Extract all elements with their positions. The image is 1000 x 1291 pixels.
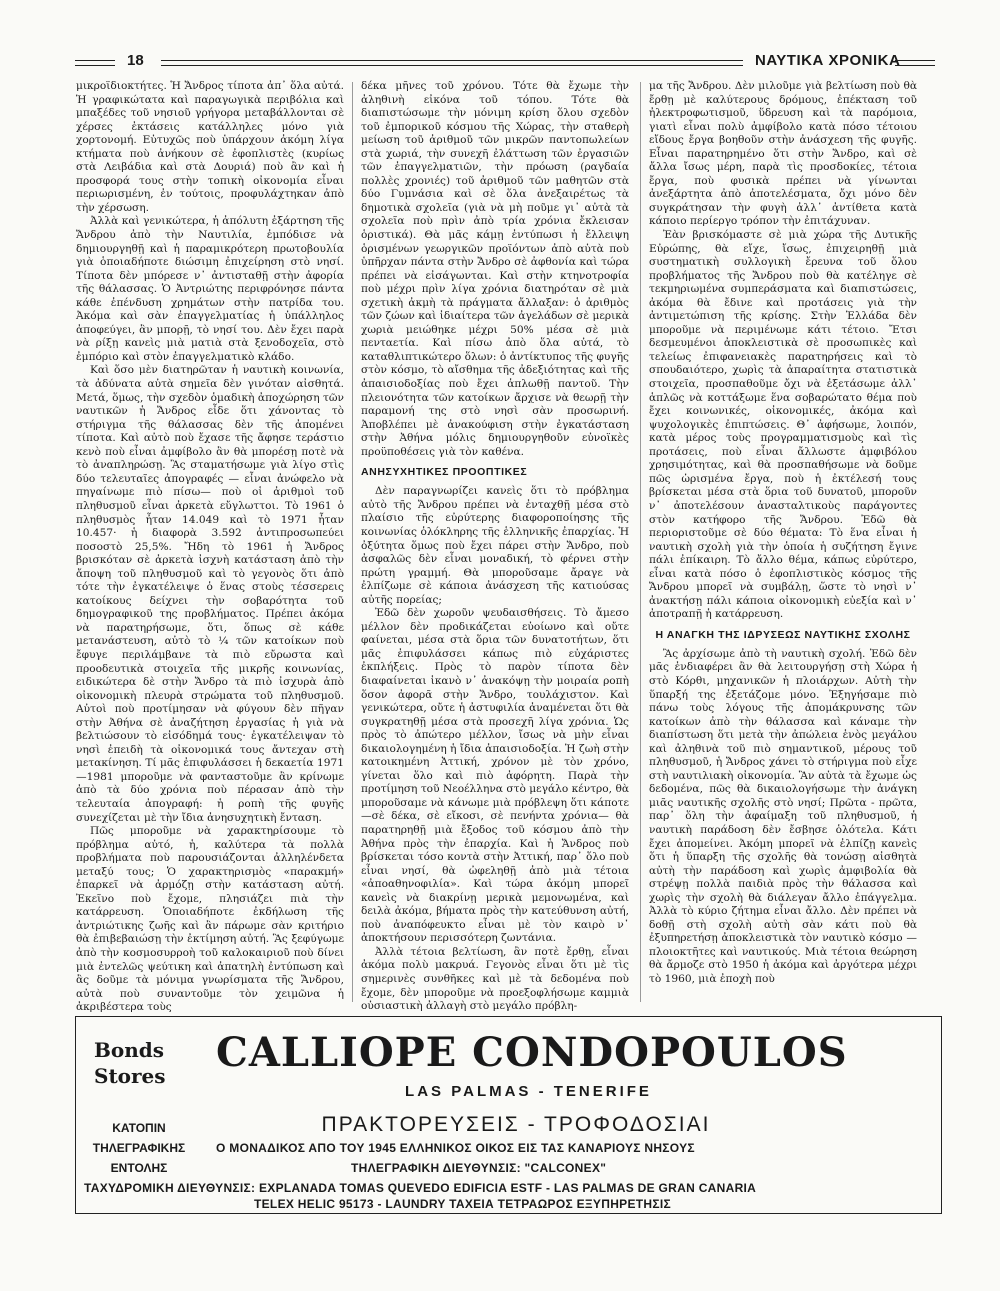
ad-line-telegraphic-address: ΤΗΛΕΓΡΑΦΙΚΗ ΔΙΕΥΘΥΝΣΙΣ: "CALCONEX" (351, 1161, 607, 1175)
paragraph: δέκα μῆνες τοῦ χρόνου. Τότε θὰ ἔχωμε τὴν ἀληθινὴ εἰκόνα τοῦ τόπου. Τότε θὰ διαπιστώσωμε τὴν μόνιμη κρίση ὅλου σχεδὸν τοῦ ἐμπορικοῦ κόσμου τῆς Χώρας, τὴν σταθερὴ μείωση τοῦ ἀριθμοῦ τῶν μικρῶν παντοπωλείων στὰ χωριά, τὴν συνεχῆ ἐλάττωση τῶν ἐργασιῶν τῶν ἐπαγγελματιῶν, τὴν πρόωση (ραγδαία πολλὲς χρονιές) τοῦ ἀριθμοῦ τῶν μαθητῶν στὰ δύο Γυμνάσια καὶ σὲ ὅλα ἀνεξαιρέτως τὰ δημοτικὰ σχολεῖα (γιὰ νὰ μὴ ποῦμε γι᾿ αὐτὰ τὰ σχολεῖα ποὺ πρὶν ἀπὸ τρία χρόνια ἔκλεισαν ὁριστικά). Θὰ μᾶς κάμῃ ἐντύπωσι ἡ ἔλλειψη ὁρισμένων γεωργικῶν προϊόντων ἀπὸ αὐτὰ ποὺ ὑπῆρχαν πάντα στὴν Ἄνδρο σὲ ἀφθονία καὶ τώρα πρέπει νὰ εἰσάγωνται. Καὶ στὴν κτηνοτροφία ποὺ μέχρι πρὶν λίγα χρόνια διατηρόταν σὲ μιὰ σχετικὴ ἀκμὴ τὰ πράγματα ἄλλαξαν: ὁ ἀριθμὸς τῶν ζώων καὶ ἰδιαίτερα τῶν ἀγελάδων σὲ μερικὰ χωριὰ μειώθηκε μέχρι 50% μέσα σὲ μιὰ πενταετία. Καὶ πίσω ἀπὸ ὅλα αὐτά, τὸ καταθλιπτικώτερο ὅλων: ὁ ἀντίκτυπος τῆς φυγῆς στὸν κόσμο, τὸ αἴσθημα τῆς ἀδεξιότητας καὶ τῆς ἀπαισιοδοξίας ποὺ ἔχει ἁπλωθῇ παντοῦ. Τὴν πλειονότητα τῶν κατοίκων ἄρχισε νὰ θεωρῇ τὴν παραμονή της στὸ νησὶ σὰν προσωρινή. Ἀποβλέπει μὲ ἀνακούφιση στὴν ἐγκατάσταση στὴν Ἀθήνα μόλις δημιουργηθοῦν εὐνοϊκὲς προϋποθέσεις γιὰ τὸν καθένα. (361, 80, 629, 458)
ad-line-telex: TELEX HELIC 95173 - LAUNDRY ΤΑΧΕΙΑ ΤΕΤΡΑΩΡΟΣ ΕΞΥΠΗΡΕΤΗΣΙΣ (254, 1197, 671, 1211)
paragraph: Ἀλλὰ καὶ γενικώτερα, ἡ ἀπόλυτη ἐξάρτηση τῆς Ἄνδρου ἀπὸ τὴν Ναυτιλία, ἐμπόδισε νὰ δημιουργηθῇ καὶ ἡ παραμικρότερη πρωτοβουλία γιὰ ὁποιαδήποτε διώσιμη ἐπιχείρηση στὸ νησί. Τίποτα δὲν μπόρεσε ν᾿ ἀντισταθῇ στὴν ἀφορία τῆς θάλασσας. Ὁ Ἀντριώτης περιφρόνησε πάντα κάθε ἐπένδυση χρημάτων στὴν πατρίδα του. Ἀκόμα καὶ σὰν ἐπαγγελματίας ἡ ὑπάλληλος ἀποφεύγει, ἂν μπορῇ, τὸ νησί του. Δὲν ἔχει παρὰ νὰ ρίξῃ κανεὶς μιὰ ματιὰ στὰ ξενοδοχεῖα, στὸ ἐμπόριο καὶ στὸν ἐπαγγελματικὸ κλάδο. (76, 215, 344, 363)
paragraph: Ἀλλὰ τέτοια βελτίωση, ἂν ποτὲ ἔρθῃ, εἶναι ἀκόμα πολὺ μακρυά. Γεγονὸς εἶναι ὅτι μὲ τὶς σημερινὲς συνθῆκες καὶ μὲ τὰ δεδομένα ποὺ ἔχομε, δὲν μποροῦμε νὰ προεξοφλήσωμε καμμιὰ οὐσιαστικὴ ἀλλαγὴ στὸ μεγάλο πρόβλη- (361, 945, 629, 1013)
article-column-3 (649, 80, 917, 987)
paragraph: μικροϊδιοκτήτες. Ἡ Ἄνδρος τίποτα ἀπ᾿ ὅλα αὐτά. Ἡ γραφικώτατα καὶ παραγωγικὰ περιβόλια καὶ μπαξέδες τοῦ νησιοῦ γρήγορα μεταβάλλονται σὲ χέρσες ἐκτάσεις κατάλληλες μόνο γιὰ χορτονομή. Εὐτυχῶς ποὺ ὑπάρχουν ἀκόμη λίγα κτήματα ποὺ ἀνήκουν σὲ ἐφοπλιστὲς (κυρίως στὰ Λειβάδια καὶ στὰ Δουριά) ποὺ ἂν καὶ ἡ προσφορά τους στὴν τοπικὴ οἰκονομία εἶναι περιωρισμένη, ἐν τούτοις, προφυλάχτηκαν ἀπὸ τὴν χέρσωση. (76, 80, 344, 214)
column-divider (352, 82, 353, 1002)
ad-label-katopin: ΚΑΤΟΠΙΝ (112, 1121, 166, 1135)
ad-line-unique-house: Ο ΜΟΝΑΔΙΚΟΣ ΑΠΟ ΤΟΥ 1945 ΕΛΛΗΝΙΚΟΣ ΟΙΚΟΣ ΕΙΣ ΤΑΣ ΚΑΝΑΡΙΟΥΣ ΝΗΣΟΥΣ (216, 1141, 695, 1155)
ad-location: LAS PALMAS - TENERIFE (405, 1083, 652, 1100)
paragraph: Καὶ ὅσο μὲν διατηρῶταν ἡ ναυτικὴ κοινωνία, τὰ ἀδύνατα αὐτὰ σημεῖα δὲν γινόταν αἰσθητά. Μετά, ὅμως, τὴν σχεδὸν ὁμαδικὴ ἀποχώρηση τῶν ναυτικῶν ἡ Ἄνδρος εἶδε ὅτι χάνοντας τὸ στήριγμα τῆς θάλασσας δὲν τῆς ἀπομένει τίποτα. Καὶ αὐτὸ ποὺ ἔχασε τῆς ἄφησε τεράστιο κενὸ ποὺ εἶναι ἀμφίβολο ἂν θὰ μπορέσῃ ποτὲ νὰ τὸ ἀναπληρώσῃ. Ἂς σταματήσωμε γιὰ λίγο στὶς δύο τελευταῖες ἀπογραφές — εἶναι ἀνώφελο νὰ πηγαίνωμε πιὸ πίσω— ποὺ οἱ ἀριθμοὶ τοῦ πληθυσμοῦ εἶναι ἀρκετὰ εὔγλωττοι. Τὸ 1961 ὁ πληθυσμὸς ἦταν 14.049 καὶ τὸ 1971 ἦταν 10.457· ἡ διαφορὰ 3.592 ἀντιπροσωπεύει ποσοστὸ 25,5%. Ἤδη τὸ 1961 ἡ Ἄνδρος βρισκόταν σὲ ἀρκετὰ ἰσχνὴ κατάσταση ἀπὸ τὴν ἄποψη τοῦ πληθυσμοῦ καὶ τὸ γεγονὸς ὅτι ἀπὸ τότε τὴν ἐγκατέλειψε ὁ ἕνας στοὺς τέσσερεις κατοίκους δείχνει τὴν σοβαρότητα τοῦ δημογραφικοῦ της προβλήματος. Πρέπει ἀκόμα νὰ παρατηρήσωμε, ὅτι, ὅπως σὲ κάθε μετανάστευση, αὐτὸ τὸ ¼ τῶν κατοίκων ποὺ ἔφυγε περιλάμβανε τὰ πιὸ εὔρωστα καὶ προοδευτικὰ στοιχεῖα τῆς μικρῆς κοινωνίας, ειδικώτερα δὲ στὴν Ἄνδρο τὰ πιὸ ἰσχυρὰ ἀπὸ οἰκονομικὴ πλευρὰ στρώματα τοῦ πληθυσμοῦ. Αὐτοὶ ποὺ προτίμησαν νὰ φύγουν δὲν πῆγαν στὴν Ἀθήνα σὲ ἀναζήτηση ἐργασίας ἡ γιὰ νὰ βελτιώσουν τὸ εἰσόδημά τους· ἐγκατέλειψαν τὸ νησὶ ἐπειδὴ τὰ οἰκονομικά τους ἄντεχαν στὴ μετακίνηση. Τί μᾶς ἐπιφυλάσσει ἡ δεκαετία 1971—1981 μποροῦμε νὰ φανταστοῦμε ἂν κρίνωμε ἀπὸ τὰ δύο χρόνια ποὺ πέρασαν ἀπὸ τὴν τελευταία ἀπογραφή: ἡ ροπὴ τῆς φυγῆς συνεχίζεται μὲ τὴν ἴδια ἀνησυχητικὴ ἔνταση. (76, 364, 344, 824)
paragraph: Δὲν παραγνωρίζει κανεὶς ὅτι τὸ πρόβλημα αὐτὸ τῆς Ἄνδρου πρέπει νὰ ἐνταχθῇ μέσα στὸ πλαίσιο τῆς εὐρύτερης διαφοροποίησης τῆς κοινωνίας ὁλόκληρης τῆς ἑλληνικῆς ἐπαρχίας. Ἡ ὀξύτητα ὅμως ποὺ ἔχει πάρει στὴν Ἄνδρο, ποὺ ἀσφαλῶς δὲν εἶναι μοναδική, τὸ φέρνει στὴν πρώτη γραμμή. Θὰ μποροῦσαμε ἄραγε νὰ ἐλπίζωμε σὲ κάποια ἀνάσχεση τῆς κατιούσας αὐτῆς πορείας; (361, 485, 629, 606)
section-heading: ΑΝΗΣΥΧΗΤΙΚΕΣ ΠΡΟΟΠΤΙΚΕΣ (361, 466, 528, 479)
page-number: 18 (127, 52, 144, 69)
advertisement-box (75, 1016, 942, 1214)
ad-label-entolis: ΕΝΤΟΛΗΣ (110, 1161, 168, 1175)
ad-bonds: Bonds (94, 1038, 165, 1062)
paragraph: Ἐὰν βρισκόμαστε σὲ μιὰ χώρα τῆς Δυτικῆς Εὐρώπης, θὰ εἴχε, ἴσως, ἐπιχειρηθῇ μιὰ συστηματικὴ συλλογικὴ ἔρευνα τοῦ ὅλου προβλήματος τῆς Ἄνδρου ποὺ θὰ κατέληγε σὲ τεκμηριωμένα συμπεράσματα καὶ διαπιστώσεις, ἀκόμα θὰ ἔδινε καὶ προτάσεις γιὰ τὴν ἀντιμετώπιση τῆς κρίσης. Στὴν Ἑλλάδα δὲν μποροῦμε νὰ περιμένωμε κάτι τέτοιο. Ἔτσι δεσμευμένοι ἀποκλειστικὰ σὲ προσωπικὲς καὶ τελείως ἐπιφανειακὲς παρατηρήσεις καὶ τὸ σπουδαιότερο, χωρὶς τὰ ἀπαραίτητα στατιστικὰ στοιχεῖα, προσπαθοῦμε ὄχι νὰ ἐξετάσωμε ἀλλ᾿ ἁπλῶς νὰ κοττάξωμε ἕνα σοβαρώτατο θέμα ποὺ ἔχει κοινωνικές, οἰκονομικές, ἀκόμα καὶ ψυχολογικὲς ἐπιπτώσεις. Θ᾿ ἀφήσωμε, λοιπόν, κατὰ μέρος τοὺς προγραμματισμοὺς καὶ τὶς προτάσεις, ποὺ εἶναι ἄλλωστε ἀμφιβόλου χρησιμότητας, καὶ θὰ προσπαθήσωμε νὰ δοῦμε πῶς ὡρισμένα ἔργα, ποὺ ἡ ἐκτέλεσή τους βρίσκεται μέσα στὰ ὅρια τοῦ δυνατοῦ, μποροῦν ν᾿ ἀποτελέσουν ἀνασταλτικοὺς παράγοντες στὸν κατήφορο τῆς Ἄνδρου. Ἐδῶ θὰ περιοριστοῦμε σὲ δύο θέματα: Τὸ ἕνα εἶναι ἡ ναυτικὴ σχολὴ γιὰ τὴν ὁποία ἡ συζήτηση ἔγινε πάλι ἐπίκαιρη. Τὸ ἄλλο θέμα, κάπως εὐρύτερο, εἶναι κατὰ πόσο ὁ ἐφοπλιστικὸς κόσμος τῆς Ἄνδρου μπορεῖ νὰ συμβάλῃ, ὥστε τὸ νησὶ ν᾿ ἀνακτήσῃ πάλι κάποια οἰκονομικὴ εὐεξία καὶ ν᾿ ἀποτραπῇ ἡ κατάρρευση. (649, 229, 917, 621)
section-heading: Η ΑΝΑΓΚΗ ΤΗΣ ΙΔΡΥΣΕΩΣ ΝΑΥΤΙΚΗΣ ΣΧΟΛΗΣ (655, 628, 911, 641)
ad-bonds-stores (94, 1037, 166, 1089)
ad-company-name: CALLIOPE CONDOPOULOS (216, 1029, 848, 1076)
header-rule-middle (161, 60, 743, 66)
header-rule-left (75, 60, 115, 66)
ad-line-postal-address: ΤΑΧΥΔΡΟΜΙΚΗ ΔΙΕΥΘΥΝΣΙΣ: EXPLANADA TOMAS QUEVEDO EDIFICIA ESTF - LAS PALMAS DE GRAN CANARIA (84, 1181, 757, 1195)
paragraph: μα τῆς Ἄνδρου. Δὲν μιλοῦμε γιὰ βελτίωση ποὺ θὰ ἔρθῃ μὲ καλύτερους δρόμους, ἐπέκταση τοῦ ἠλεκτροφωτισμοῦ, ὕδρευση καὶ τὰ παρόμοια, γιατὶ εἶναι πολὺ ἀμφίβολο κατὰ πόσο τέτοιου εἴδους ἔργα βοηθοῦν στὴν ἀνάσχεση τῆς φυγῆς. Εἶναι παρατηρημένο ὅτι στὴν Ἄνδρο, καὶ σὲ ἄλλα ἴσως μέρη, παρὰ τὶς προσδοκίες, τέτοια ἔργα, ποὺ φυσικὰ πρέπει νὰ γίνωνται ἀνεξάρτητα ἀπὸ ἀποτελέσματα, ὄχι μόνο δὲν συγκράτησαν τὴν φυγὴ ἀλλ᾿ ἀντίθετα κατὰ κάποιο περίεργο τρόπον τὴν ἐπιτάχυναν. (649, 80, 917, 228)
ad-label-tilegrafikis: ΤΗΛΕΓΡΑΦΙΚΗΣ (92, 1141, 186, 1155)
article-column-2 (361, 80, 629, 1014)
page-header (75, 52, 935, 76)
article-column-1 (76, 80, 344, 1015)
ad-services: ΠΡΑΚΤΟΡΕΥΣΕΙΣ - ΤΡΟΦΟΔΟΣΙΑΙ (321, 1113, 711, 1136)
paragraph: Ἂς ἀρχίσωμε ἀπὸ τὴ ναυτικὴ σχολή. Ἐδῶ δὲν μᾶς ἐνδιαφέρει ἂν θὰ λειτουργήσῃ στὴ Χώρα ἡ στὸ Κόρθι, μηχανικῶν ἡ πλοιάρχων. Αὐτὴ τὴν ὕπαρξή της ἐξετάζομε μόνο. Ἐξηγήσαμε πιὸ πάνω τοὺς λόγους τῆς ἀπομάκρυνσης τῶν κατοίκων ἀπὸ τὴν θάλασσα καὶ κάναμε τὴν διαπίστωση ὅτι μετὰ τὴν ἀπώλεια ἑνὸς μεγάλου καὶ ἀληθινὰ τοῦ πιὸ σημαντικοῦ, μέρους τοῦ πληθυσμοῦ, ἡ Ἄνδρος χάνει τὸ στήριγμα ποὺ εἶχε στὴ ναυτιλιακὴ οἰκονομία. Ἂν αὐτὰ τὰ ἔχωμε ὡς δεδομένα, πῶς θὰ δικαιολογήσωμε τὴν ἀνάγκη μιᾶς ναυτικῆς σχολῆς στὸ νησί; Πρῶτα - πρῶτα, παρ᾿ ὅλη τὴν ἀφαίμαξη τοῦ πληθυσμοῦ, ἡ ναυτικὴ παράδοση δὲν ἔσβησε ὁλότελα. Κάτι ἔχει ἀπομείνει. Ἀκόμη μπορεῖ νὰ ἐλπίζῃ κανεὶς ὅτι ἡ ὕπαρξη τῆς σχολῆς θὰ τονώσῃ αἰσθητὰ αὐτὴ τὴν παράδοση καὶ χωρὶς ἀμφιβολία θὰ στρέψῃ πολλὰ παιδιὰ πρὸς τὴν θάλασσα καὶ χωρὶς τὴν σχολὴ θὰ διάλεγαν ἄλλο ἐπάγγελμα. Ἀλλὰ τὸ κύριο ζήτημα εἶναι ἄλλο. Δὲν πρέπει νὰ δοθῇ στὴ σχολὴ αὐτὴ σὰν κάτι ποὺ θὰ ἐξυπηρετήσῃ ἀποκλειστικὰ τὸν ναυτικὸ κόσμο — πλοιοκτῆτες καὶ ναυτικούς. Μιὰ τέτοια θεώρηση θὰ ἄρμοζε στὸ 1950 ἡ ἀκόμα καὶ ἀργότερα μέχρι τὸ 1960, μιὰ ἐποχὴ ποὺ (649, 647, 917, 985)
header-rule-right (895, 60, 935, 66)
ad-stores: Stores (94, 1064, 166, 1088)
paragraph: Πῶς μποροῦμε νὰ χαρακτηρίσουμε τὸ πρόβλημα αὐτό, ἡ, καλύτερα τὰ πολλὰ προβλήματα ποὺ παρουσιάζονται ἀλληλένδετα μεταξύ τους; Ὁ χαρακτηρισμὸς «παρακμή» ἐπαρκεῖ νὰ ἀρμόζῃ στὴν κατάσταση αὐτή. Ἐκεῖνο ποὺ ἔχομε, πλησιάζει πιὰ τὴν κατάρρευση. Ὁποιαδήποτε ἐκδήλωση τῆς ἀντριώτικης ζωῆς καὶ ἂν πάρωμε σὰν κριτήριο θὰ ἐπιβεβαιώσῃ τὴν ἐκτίμηση αὐτή. Ἂς ξεφύγωμε ἀπὸ τὴν κοσμοσυρροὴ τοῦ καλοκαιριοῦ ποὺ δίνει μιὰ ἐντελῶς ψεύτικη καὶ ἀπατηλὴ ἐντύπωση καὶ ἂς δοῦμε τὰ μόνιμα γνωρίσματα τῆς Ἄνδρου, αὐτὰ ποὺ συναντοῦμε τὸν χειμῶνα ἡ ἀκριβέστερα τοὺς (76, 825, 344, 1014)
paragraph: Ἐδῶ δὲν χωροῦν ψευδαισθήσεις. Τὸ ἄμεσο μέλλον δὲν προδικάζεται εὐοίωνο καὶ οὔτε φαίνεται, μέσα στὰ ὅρια τῶν δυνατοτήτων, ὅτι μᾶς ἐπιφυλάσσει κάπως πιὸ εὐχάριστες ἐκπλήξεις. Πρὸς τὸ παρὸν τίποτα δὲν διαφαίνεται ἱκανὸ ν᾿ ἀνακόψῃ τὴν μοιραία ροπὴ ὅσον ἀφορᾶ στὴν Ἄνδρο, τουλάχιστον. Καὶ γενικώτερα, οὔτε ἡ ἀστυφιλία ἀναμένεται ὅτι θὰ συγκρατηθῇ μέσα στὰ προσεχῆ λίγα χρόνια. Ὡς πρὸς τὸ ἀπώτερο μέλλον, ἴσως νὰ μὴν εἶναι δικαιολογημένη ἡ ἴδια ἀπαισιοδοξία. Ἡ ζωὴ στὴν κατοικημένη Ἀττική, χρόνον μὲ τὸν χρόνο, γίνεται ὅλο καὶ πιὸ ἀφόρητη. Παρὰ τὴν προτίμηση τοῦ Νεοέλληνα στὸ μεγάλο κέντρο, θὰ μποροῦσαμε νὰ κάνωμε μιὰ πρόβλεψη ὅτι κάποτε —σὲ δέκα, σὲ εἴκοσι, σὲ πενήντα χρόνια— θὰ παρατηρηθῇ μιὰ ἔξοδος τοῦ κόσμου ἀπὸ τὴν Ἀθήνα πρὸς τὴν ἐπαρχία. Καὶ ἡ Ἄνδρος ποὺ βρίσκεται τόσο κοντὰ στὴν Ἀττική, παρ᾿ ὅλο ποὺ εἶναι νησί, θὰ ὠφεληθῇ ἀπὸ μιὰ τέτοια «ἀποαθηνοφιλία». Καὶ τώρα ἀκόμη μπορεῖ κανεὶς νὰ διακρίνῃ μερικὰ μεμονωμένα, καὶ δειλὰ ἀκόμα, βήματα πρὸς τὴν κατεύθυνση αὐτή, ποὺ ἀναπόφευκτο εἶναι μὲ τὸν καιρὸ ν᾿ ἀποκτήσουν περισσότερη ζωντάνια. (361, 607, 629, 945)
magazine-title: ΝΑΥΤΙΚΑ ΧΡΟΝΙΚΑ (755, 52, 901, 69)
column-divider (640, 82, 641, 1002)
